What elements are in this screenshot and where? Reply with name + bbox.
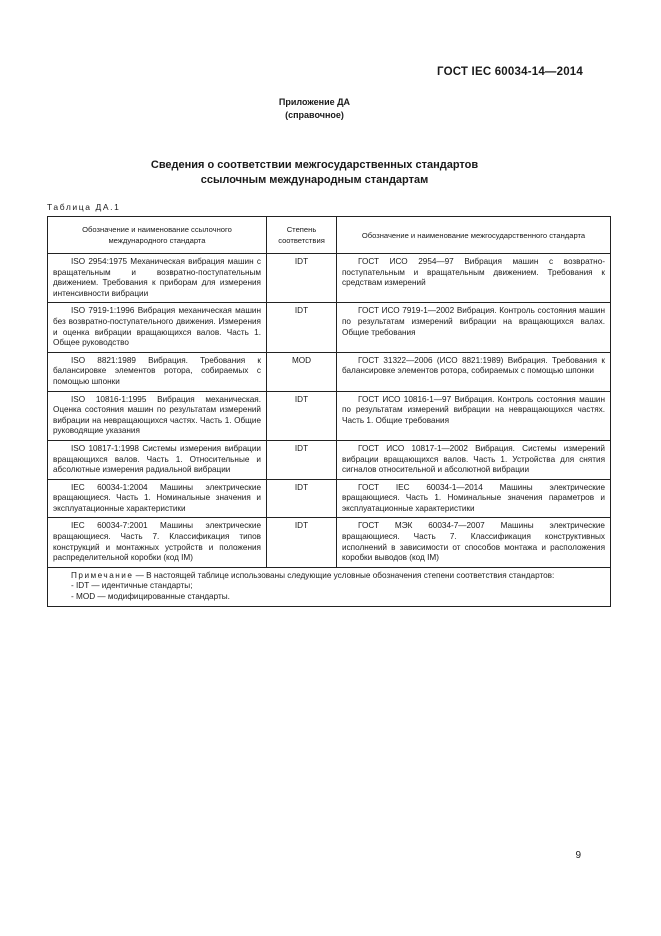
cell-international-standard: ISO 7919-1:1996 Вибрация механическая машин без возвратно-поступательного движения. Измерения и оценка вибрации вращающихся валов. Часть 1. Общее руководство [48, 303, 267, 352]
table-row [48, 479, 611, 518]
cell-degree: IDT [267, 391, 337, 440]
cell-interstate-standard: ГОСТ ИСО 10817-1—2002 Вибрация. Системы измерений вибрации вращающихся валов. Часть 1. Устройства для снятия сигналов относительной и абсолютной вибрации [337, 440, 611, 479]
note-item-mod: - MOD — модифицированные стандарты. [71, 592, 230, 602]
correspondence-table [47, 216, 611, 607]
table-note-row [48, 567, 611, 606]
table-row [48, 518, 611, 567]
cell-international-standard: ISO 10816-1:1995 Вибрация механическая. Оценка состояния машин по результатам измерений вибрации на невращающихся частях. Часть 1. Общие руководящие указания [48, 391, 267, 440]
note-item-idt: - IDT — идентичные стандарты; [71, 581, 193, 591]
cell-international-standard: ISO 8821:1989 Вибрация. Требования к балансировке элементов ротора, собираемых с помощью шпонки [48, 352, 267, 391]
standard-number: ГОСТ IEC 60034-14—2014 [437, 66, 583, 78]
table-row [48, 440, 611, 479]
cell-degree: IDT [267, 303, 337, 352]
table-caption: Таблица ДА.1 [47, 202, 121, 212]
annex-subtitle: (справочное) [285, 110, 344, 120]
cell-interstate-standard: ГОСТ ИСО 7919-1—2002 Вибрация. Контроль состояния машин по результатам измерений вибрации на вращающихся валах. Общие требования [337, 303, 611, 352]
note-intro [53, 571, 605, 582]
page-number: 9 [575, 850, 581, 861]
document-title-line2: ссылочным международным стандартам [200, 174, 429, 186]
annex-heading [0, 96, 629, 122]
cell-degree: MOD [267, 352, 337, 391]
table-note [48, 567, 611, 606]
note-text: — В настоящей таблице использованы следующие условные обозначения степени соответствия стандартов: [133, 570, 555, 580]
cell-interstate-standard: ГОСТ 31322—2006 (ИСО 8821:1989) Вибрация. Требования к балансировке элементов ротора, собираемых с помощью шпонки [337, 352, 611, 391]
cell-international-standard: ISO 10817-1:1998 Системы измерения вибрации вращающихся валов. Часть 1. Относительные и абсолютные измерения радиальной вибрации [48, 440, 267, 479]
cell-interstate-standard: ГОСТ IEC 60034-1—2014 Машины электрические вращающиеся. Часть 1. Номинальные значения параметров и эксплуатационные характеристики [337, 479, 611, 518]
document-title [0, 158, 629, 188]
cell-international-standard: IEC 60034-7:2001 Машины электрические вращающиеся. Часть 7. Классификация типов конструкций и монтажных устройств и положения распределительной коробки (код IM) [48, 518, 267, 567]
cell-degree: IDT [267, 479, 337, 518]
cell-international-standard: IEC 60034-1:2004 Машины электрические вращающиеся. Часть 1. Номинальные значения и эксплуатационные характеристики [48, 479, 267, 518]
table-row [48, 352, 611, 391]
note-label: Примечание [71, 570, 134, 580]
cell-degree: IDT [267, 518, 337, 567]
cell-interstate-standard: ГОСТ МЭК 60034-7—2007 Машины электрические вращающиеся. Часть 7. Классификация конструктивных исполнений в зависимости от способов монтажа и расположения коробки выводов (код IM) [337, 518, 611, 567]
cell-degree: IDT [267, 254, 337, 303]
cell-interstate-standard: ГОСТ ИСО 2954—97 Вибрация машин с возвратно-поступательным и вращательным движением. Требования к средствам измерений [337, 254, 611, 303]
table-row [48, 391, 611, 440]
table-row [48, 303, 611, 352]
cell-degree: IDT [267, 440, 337, 479]
header-interstate-standard: Обозначение и наименование межгосударственного стандарта [337, 217, 611, 254]
header-degree-of-correspondence: Степень соответствия [267, 217, 337, 254]
table-header-row [48, 217, 611, 254]
cell-international-standard: ISO 2954:1975 Механическая вибрация машин с вращательным и возвратно-поступательным движением. Требования к приборам для измерения интенсивности вибрации [48, 254, 267, 303]
table-row [48, 254, 611, 303]
cell-interstate-standard: ГОСТ ИСО 10816-1—97 Вибрация. Контроль состояния машин по результатам измерений вибрации на невращающихся частях. Часть 1. Общие требования [337, 391, 611, 440]
header-international-standard: Обозначение и наименование ссылочного международного стандарта [48, 217, 267, 254]
annex-title: Приложение ДА [278, 97, 351, 107]
document-title-line1: Сведения о соответствии межгосударственных стандартов [150, 159, 479, 171]
